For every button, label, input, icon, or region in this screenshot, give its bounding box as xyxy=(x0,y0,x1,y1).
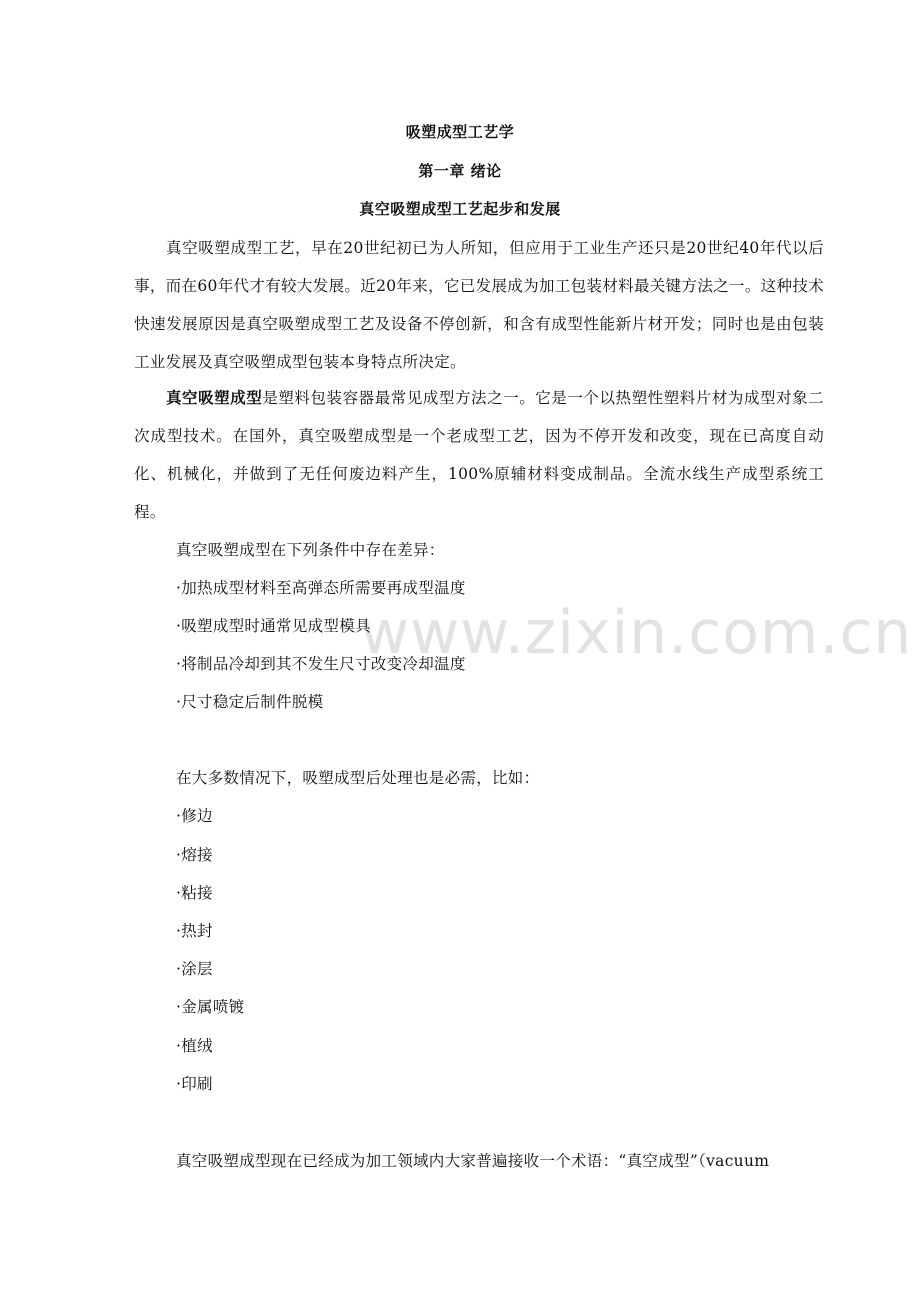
list-item: ·加热成型材料至高弹态所需要再成型温度 xyxy=(176,579,466,597)
section-title: 真空吸塑成型工艺起步和发展 xyxy=(359,200,561,218)
conditions-intro: 真空吸塑成型在下列条件中存在差异： xyxy=(176,541,445,559)
paragraph-2-bold-term: 真空吸塑成型 xyxy=(166,389,263,407)
final-paragraph-line: 真空吸塑成型现在已经成为加工领域内大家普遍接收一个术语：“真空成型”（vacuum xyxy=(176,1152,770,1170)
list-item: ·金属喷镀 xyxy=(176,998,245,1016)
main-title: 吸塑成型工艺学 xyxy=(405,123,515,141)
list-item: ·热封 xyxy=(176,922,213,940)
list-item: ·涂层 xyxy=(176,960,213,978)
paragraph-1: 真空吸塑成型工艺，早在20世纪初已为人所知，但应用于工业生产还只是20世纪40年代以后事，而在60年代才有较大发展。近20年来，它已发展成为加工包装材料最关键方法之一。这种技术快速发展原因是真空吸塑成型工艺及设备不停创新，和含有成型性能新片材开发；同时也是由包装工业发展及真空吸塑成型包装本身特点所决定。 xyxy=(134,239,824,371)
paragraph-2-text: 是塑料包装容器最常见成型方法之一。它是一个以热塑性塑料片材为成型对象二次成型技术。在国外，真空吸塑成型是一个老成型工艺，因为不停开发和改变，现在已高度自动化、机械化，并做到了无任何废边料产生，100%原辅材料变成制品。全流水线生产成型系统工程。 xyxy=(134,389,824,521)
watermark: www.zixin.com.cn xyxy=(360,598,913,668)
chapter-title: 第一章 绪论 xyxy=(418,162,502,180)
list-item: ·印刷 xyxy=(176,1075,213,1093)
list-item: ·吸塑成型时通常见成型模具 xyxy=(176,617,371,635)
paragraph-2 xyxy=(134,379,824,531)
list-item: ·将制品冷却到其不发生尺寸改变冷却温度 xyxy=(176,655,466,673)
list-item: ·粘接 xyxy=(176,884,213,902)
list-item: ·植绒 xyxy=(176,1037,213,1055)
list-item: ·尺寸稳定后制件脱模 xyxy=(176,693,324,711)
post-processing-intro: 在大多数情况下，吸塑成型后处理也是必需，比如： xyxy=(176,769,540,787)
list-item: ·修边 xyxy=(176,807,213,825)
list-item: ·熔接 xyxy=(176,846,213,864)
